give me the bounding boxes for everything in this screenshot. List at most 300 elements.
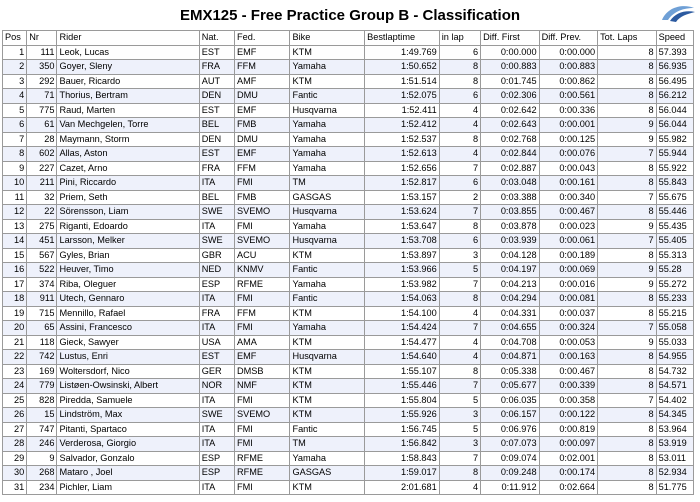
cell-nat: FRA xyxy=(199,161,234,176)
cell-tot-laps: 8 xyxy=(598,422,657,437)
cell-in-lap: 7 xyxy=(439,277,480,292)
cell-in-lap: 3 xyxy=(439,248,480,263)
cell-nat: AUT xyxy=(199,74,234,89)
cell-nr: 715 xyxy=(27,306,57,321)
cell-diff-prev: 0:00.883 xyxy=(539,60,598,75)
cell-tot-laps: 9 xyxy=(598,277,657,292)
cell-diff-first: 0:04.197 xyxy=(481,263,540,278)
cell-fed: NMF xyxy=(234,379,289,394)
cell-diff-prev: 0:00.161 xyxy=(539,176,598,191)
cell-bestlaptime: 1:53.624 xyxy=(365,205,440,220)
cell-bestlaptime: 1:52.817 xyxy=(365,176,440,191)
cell-diff-prev: 0:00.819 xyxy=(539,422,598,437)
cell-in-lap: 8 xyxy=(439,132,480,147)
cell-diff-prev: 0:00.000 xyxy=(539,45,598,60)
cell-bike: KTM xyxy=(290,393,365,408)
cell-bestlaptime: 2:01.681 xyxy=(365,480,440,495)
cell-tot-laps: 8 xyxy=(598,89,657,104)
cell-fed: RFME xyxy=(234,277,289,292)
cell-fed: RFME xyxy=(234,451,289,466)
cell-fed: EMF xyxy=(234,147,289,162)
cell-tot-laps: 8 xyxy=(598,74,657,89)
cell-pos: 15 xyxy=(3,248,27,263)
cell-speed: 55.843 xyxy=(656,176,693,191)
cell-fed: FMI xyxy=(234,393,289,408)
cell-bestlaptime: 1:54.424 xyxy=(365,321,440,336)
table-row xyxy=(3,364,694,379)
cell-fed: DMU xyxy=(234,132,289,147)
cell-tot-laps: 8 xyxy=(598,306,657,321)
cell-nat: NED xyxy=(199,263,234,278)
cell-speed: 56.044 xyxy=(656,103,693,118)
cell-fed: EMF xyxy=(234,45,289,60)
cell-rider: Raud, Marten xyxy=(57,103,199,118)
cell-diff-prev: 0:00.336 xyxy=(539,103,598,118)
cell-bestlaptime: 1:58.843 xyxy=(365,451,440,466)
cell-pos: 19 xyxy=(3,306,27,321)
cell-in-lap: 6 xyxy=(439,176,480,191)
cell-tot-laps: 8 xyxy=(598,451,657,466)
table-row xyxy=(3,205,694,220)
cell-diff-first: 0:04.213 xyxy=(481,277,540,292)
cell-fed: KNMV xyxy=(234,263,289,278)
table-row xyxy=(3,234,694,249)
cell-tot-laps: 7 xyxy=(598,234,657,249)
cell-fed: FFM xyxy=(234,306,289,321)
cell-pos: 16 xyxy=(3,263,27,278)
cell-nat: ITA xyxy=(199,219,234,234)
col-header-speed: Speed xyxy=(656,31,693,46)
cell-nat: ITA xyxy=(199,393,234,408)
cell-speed: 55.405 xyxy=(656,234,693,249)
cell-bike: KTM xyxy=(290,74,365,89)
cell-speed: 54.571 xyxy=(656,379,693,394)
cell-bike: Husqvarna xyxy=(290,234,365,249)
cell-diff-prev: 0:00.467 xyxy=(539,205,598,220)
cell-diff-first: 0:00.000 xyxy=(481,45,540,60)
cell-bike: Yamaha xyxy=(290,161,365,176)
cell-speed: 55.272 xyxy=(656,277,693,292)
cell-rider: Priem, Seth xyxy=(57,190,199,205)
cell-in-lap: 3 xyxy=(439,437,480,452)
cell-diff-first: 0:03.855 xyxy=(481,205,540,220)
cell-nr: 779 xyxy=(27,379,57,394)
cell-tot-laps: 9 xyxy=(598,263,657,278)
cell-bestlaptime: 1:50.652 xyxy=(365,60,440,75)
cell-fed: FMI xyxy=(234,321,289,336)
cell-bike: TM xyxy=(290,437,365,452)
cell-pos: 12 xyxy=(3,205,27,220)
cell-rider: Piredda, Samuele xyxy=(57,393,199,408)
page-title: EMX125 - Free Practice Group B - Classification xyxy=(179,7,521,24)
cell-speed: 56.212 xyxy=(656,89,693,104)
cell-in-lap: 4 xyxy=(439,350,480,365)
cell-speed: 56.044 xyxy=(656,118,693,133)
table-row xyxy=(3,248,694,263)
cell-in-lap: 2 xyxy=(439,190,480,205)
cell-in-lap: 6 xyxy=(439,234,480,249)
cell-tot-laps: 8 xyxy=(598,292,657,307)
cell-bike: GASGAS xyxy=(290,466,365,481)
cell-in-lap: 4 xyxy=(439,103,480,118)
cell-bike: Yamaha xyxy=(290,118,365,133)
cell-in-lap: 6 xyxy=(439,45,480,60)
cell-fed: AMA xyxy=(234,335,289,350)
cell-rider: Allas, Aston xyxy=(57,147,199,162)
cell-diff-prev: 0:00.358 xyxy=(539,393,598,408)
cell-nat: ITA xyxy=(199,480,234,495)
cell-tot-laps: 8 xyxy=(598,466,657,481)
cell-rider: Larsson, Melker xyxy=(57,234,199,249)
col-header-bike: Bike xyxy=(290,31,365,46)
cell-tot-laps: 8 xyxy=(598,350,657,365)
cell-nr: 32 xyxy=(27,190,57,205)
cell-in-lap: 8 xyxy=(439,292,480,307)
cell-diff-first: 0:02.768 xyxy=(481,132,540,147)
cell-speed: 55.215 xyxy=(656,306,693,321)
cell-diff-prev: 0:00.174 xyxy=(539,466,598,481)
cell-diff-prev: 0:00.061 xyxy=(539,234,598,249)
cell-pos: 1 xyxy=(3,45,27,60)
table-row xyxy=(3,379,694,394)
cell-rider: Verderosa, Giorgio xyxy=(57,437,199,452)
cell-bestlaptime: 1:54.100 xyxy=(365,306,440,321)
cell-rider: Sörensson, Liam xyxy=(57,205,199,220)
cell-nat: ESP xyxy=(199,451,234,466)
cell-nr: 602 xyxy=(27,147,57,162)
cell-rider: Salvador, Gonzalo xyxy=(57,451,199,466)
table-row xyxy=(3,147,694,162)
cell-speed: 52.934 xyxy=(656,466,693,481)
cell-nat: ITA xyxy=(199,321,234,336)
cell-in-lap: 5 xyxy=(439,393,480,408)
table-row xyxy=(3,480,694,495)
table-row xyxy=(3,219,694,234)
cell-pos: 3 xyxy=(3,74,27,89)
cell-nat: SWE xyxy=(199,205,234,220)
cell-nat: ESP xyxy=(199,466,234,481)
cell-diff-first: 0:02.306 xyxy=(481,89,540,104)
cell-bestlaptime: 1:55.926 xyxy=(365,408,440,423)
cell-diff-prev: 0:00.561 xyxy=(539,89,598,104)
cell-tot-laps: 7 xyxy=(598,321,657,336)
cell-diff-prev: 0:00.001 xyxy=(539,118,598,133)
cell-diff-prev: 0:00.016 xyxy=(539,277,598,292)
cell-fed: FMI xyxy=(234,292,289,307)
cell-bike: KTM xyxy=(290,45,365,60)
cell-diff-prev: 0:02.664 xyxy=(539,480,598,495)
cell-nr: 742 xyxy=(27,350,57,365)
cell-fed: FMB xyxy=(234,190,289,205)
cell-diff-first: 0:04.655 xyxy=(481,321,540,336)
cell-diff-first: 0:06.976 xyxy=(481,422,540,437)
cell-bike: Fantic xyxy=(290,422,365,437)
cell-in-lap: 7 xyxy=(439,321,480,336)
cell-tot-laps: 7 xyxy=(598,190,657,205)
cell-rider: Pitanti, Spartaco xyxy=(57,422,199,437)
table-row xyxy=(3,466,694,481)
table-row xyxy=(3,451,694,466)
cell-nr: 828 xyxy=(27,393,57,408)
cell-bestlaptime: 1:56.842 xyxy=(365,437,440,452)
cell-fed: FMI xyxy=(234,219,289,234)
cell-bestlaptime: 1:53.966 xyxy=(365,263,440,278)
cell-rider: Lustus, Enri xyxy=(57,350,199,365)
cell-fed: FFM xyxy=(234,161,289,176)
col-header-nat: Nat. xyxy=(199,31,234,46)
cell-in-lap: 5 xyxy=(439,263,480,278)
cell-diff-first: 0:02.642 xyxy=(481,103,540,118)
cell-rider: Mataro , Joel xyxy=(57,466,199,481)
cell-pos: 7 xyxy=(3,132,27,147)
cell-diff-first: 0:02.887 xyxy=(481,161,540,176)
cell-rider: Pichler, Liam xyxy=(57,480,199,495)
cell-speed: 55.982 xyxy=(656,132,693,147)
table-row xyxy=(3,321,694,336)
cell-nr: 227 xyxy=(27,161,57,176)
cell-tot-laps: 8 xyxy=(598,161,657,176)
cell-tot-laps: 8 xyxy=(598,480,657,495)
cell-rider: Listøen-Owsinski, Albert xyxy=(57,379,199,394)
col-header-tot-laps: Tot. Laps xyxy=(598,31,657,46)
cell-diff-first: 0:03.878 xyxy=(481,219,540,234)
cell-tot-laps: 9 xyxy=(598,132,657,147)
cell-tot-laps: 8 xyxy=(598,45,657,60)
cell-in-lap: 4 xyxy=(439,480,480,495)
cell-tot-laps: 8 xyxy=(598,248,657,263)
cell-diff-first: 0:02.844 xyxy=(481,147,540,162)
cell-nr: 169 xyxy=(27,364,57,379)
cell-bestlaptime: 1:53.708 xyxy=(365,234,440,249)
col-header-bestlaptime: Bestlaptime xyxy=(365,31,440,46)
cell-in-lap: 8 xyxy=(439,364,480,379)
cell-nr: 451 xyxy=(27,234,57,249)
cell-diff-prev: 0:00.125 xyxy=(539,132,598,147)
cell-in-lap: 7 xyxy=(439,161,480,176)
cell-nat: GBR xyxy=(199,248,234,263)
cell-tot-laps: 8 xyxy=(598,379,657,394)
cell-tot-laps: 8 xyxy=(598,176,657,191)
cell-tot-laps: 9 xyxy=(598,219,657,234)
cell-bestlaptime: 1:56.745 xyxy=(365,422,440,437)
cell-tot-laps: 9 xyxy=(598,118,657,133)
cell-diff-prev: 0:00.339 xyxy=(539,379,598,394)
cell-diff-prev: 0:00.324 xyxy=(539,321,598,336)
cell-bike: KTM xyxy=(290,408,365,423)
cell-in-lap: 7 xyxy=(439,379,480,394)
cell-speed: 54.402 xyxy=(656,393,693,408)
cell-nat: ESP xyxy=(199,277,234,292)
cell-bestlaptime: 1:52.411 xyxy=(365,103,440,118)
table-row xyxy=(3,45,694,60)
table-row xyxy=(3,422,694,437)
cell-speed: 55.28 xyxy=(656,263,693,278)
cell-bike: Yamaha xyxy=(290,219,365,234)
cell-diff-prev: 0:00.053 xyxy=(539,335,598,350)
cell-pos: 8 xyxy=(3,147,27,162)
cell-rider: Woltersdorf, Nico xyxy=(57,364,199,379)
cell-bestlaptime: 1:54.063 xyxy=(365,292,440,307)
cell-tot-laps: 8 xyxy=(598,205,657,220)
cell-pos: 13 xyxy=(3,219,27,234)
cell-bike: KTM xyxy=(290,335,365,350)
cell-nat: ITA xyxy=(199,292,234,307)
cell-bike: Yamaha xyxy=(290,132,365,147)
cell-bike: Fantic xyxy=(290,292,365,307)
cell-diff-first: 0:04.871 xyxy=(481,350,540,365)
cell-speed: 55.313 xyxy=(656,248,693,263)
cell-bestlaptime: 1:53.897 xyxy=(365,248,440,263)
table-row xyxy=(3,118,694,133)
cell-rider: Leok, Lucas xyxy=(57,45,199,60)
table-row xyxy=(3,190,694,205)
cell-fed: EMF xyxy=(234,103,289,118)
cell-in-lap: 5 xyxy=(439,422,480,437)
cell-nat: USA xyxy=(199,335,234,350)
table-row xyxy=(3,277,694,292)
cell-rider: Gyles, Brian xyxy=(57,248,199,263)
cell-nat: DEN xyxy=(199,89,234,104)
cell-nr: 234 xyxy=(27,480,57,495)
cell-bike: Yamaha xyxy=(290,60,365,75)
cell-diff-first: 0:01.745 xyxy=(481,74,540,89)
cell-diff-prev: 0:00.023 xyxy=(539,219,598,234)
col-header-pos: Pos xyxy=(3,31,27,46)
cell-diff-first: 0:09.248 xyxy=(481,466,540,481)
cell-fed: FFM xyxy=(234,60,289,75)
cell-bike: Fantic xyxy=(290,89,365,104)
cell-rider: Utech, Gennaro xyxy=(57,292,199,307)
cell-pos: 26 xyxy=(3,408,27,423)
cell-bike: Yamaha xyxy=(290,321,365,336)
cell-pos: 27 xyxy=(3,422,27,437)
cell-diff-prev: 0:00.122 xyxy=(539,408,598,423)
cell-bestlaptime: 1:54.477 xyxy=(365,335,440,350)
cell-bestlaptime: 1:52.656 xyxy=(365,161,440,176)
cell-in-lap: 8 xyxy=(439,219,480,234)
cell-pos: 2 xyxy=(3,60,27,75)
col-header-in-lap: in lap xyxy=(439,31,480,46)
cell-diff-first: 0:03.388 xyxy=(481,190,540,205)
cell-diff-prev: 0:00.097 xyxy=(539,437,598,452)
col-header-fed: Fed. xyxy=(234,31,289,46)
cell-diff-first: 0:00.883 xyxy=(481,60,540,75)
cell-bestlaptime: 1:52.075 xyxy=(365,89,440,104)
cell-bestlaptime: 1:55.107 xyxy=(365,364,440,379)
cell-pos: 24 xyxy=(3,379,27,394)
cell-fed: FMI xyxy=(234,437,289,452)
cell-nr: 28 xyxy=(27,132,57,147)
cell-tot-laps: 7 xyxy=(598,147,657,162)
cell-nr: 9 xyxy=(27,451,57,466)
cell-nat: BEL xyxy=(199,118,234,133)
cell-speed: 53.011 xyxy=(656,451,693,466)
cell-bestlaptime: 1:55.804 xyxy=(365,393,440,408)
cell-tot-laps: 8 xyxy=(598,437,657,452)
cell-diff-first: 0:04.294 xyxy=(481,292,540,307)
cell-speed: 54.345 xyxy=(656,408,693,423)
cell-pos: 14 xyxy=(3,234,27,249)
cell-nat: ITA xyxy=(199,437,234,452)
cell-in-lap: 4 xyxy=(439,118,480,133)
cell-nr: 22 xyxy=(27,205,57,220)
cell-rider: Riba, Oleguer xyxy=(57,277,199,292)
cell-in-lap: 7 xyxy=(439,205,480,220)
cell-fed: FMB xyxy=(234,118,289,133)
cell-fed: FMI xyxy=(234,176,289,191)
cell-diff-prev: 0:00.069 xyxy=(539,263,598,278)
table-row xyxy=(3,393,694,408)
cell-tot-laps: 8 xyxy=(598,408,657,423)
cell-in-lap: 4 xyxy=(439,306,480,321)
cell-pos: 10 xyxy=(3,176,27,191)
cell-bestlaptime: 1:49.769 xyxy=(365,45,440,60)
cell-speed: 55.944 xyxy=(656,147,693,162)
table-row xyxy=(3,408,694,423)
cell-diff-first: 0:07.073 xyxy=(481,437,540,452)
table-row xyxy=(3,176,694,191)
cell-bike: KTM xyxy=(290,248,365,263)
cell-bestlaptime: 1:53.157 xyxy=(365,190,440,205)
table-row xyxy=(3,437,694,452)
cell-bike: Fantic xyxy=(290,263,365,278)
cell-nr: 15 xyxy=(27,408,57,423)
cell-nr: 350 xyxy=(27,60,57,75)
header-row xyxy=(3,31,694,46)
cell-bike: KTM xyxy=(290,306,365,321)
cell-pos: 20 xyxy=(3,321,27,336)
cell-nr: 71 xyxy=(27,89,57,104)
cell-nat: ITA xyxy=(199,176,234,191)
cell-diff-prev: 0:00.862 xyxy=(539,74,598,89)
cell-speed: 55.446 xyxy=(656,205,693,220)
cell-diff-prev: 0:00.340 xyxy=(539,190,598,205)
cell-in-lap: 3 xyxy=(439,408,480,423)
cell-bike: KTM xyxy=(290,364,365,379)
cell-pos: 25 xyxy=(3,393,27,408)
cell-pos: 5 xyxy=(3,103,27,118)
cell-nat: NOR xyxy=(199,379,234,394)
cell-speed: 51.775 xyxy=(656,480,693,495)
cell-diff-prev: 0:00.189 xyxy=(539,248,598,263)
cell-pos: 11 xyxy=(3,190,27,205)
cell-speed: 55.033 xyxy=(656,335,693,350)
cell-speed: 56.495 xyxy=(656,74,693,89)
cell-in-lap: 8 xyxy=(439,74,480,89)
table-row xyxy=(3,103,694,118)
cell-diff-first: 0:04.331 xyxy=(481,306,540,321)
cell-diff-prev: 0:00.081 xyxy=(539,292,598,307)
cell-nr: 747 xyxy=(27,422,57,437)
cell-nr: 111 xyxy=(27,45,57,60)
cell-fed: SVEMO xyxy=(234,205,289,220)
table-row xyxy=(3,89,694,104)
cell-nat: GER xyxy=(199,364,234,379)
cell-nat: EST xyxy=(199,350,234,365)
cell-diff-first: 0:05.338 xyxy=(481,364,540,379)
cell-pos: 9 xyxy=(3,161,27,176)
cell-bike: TM xyxy=(290,176,365,191)
cell-fed: RFME xyxy=(234,466,289,481)
cell-diff-first: 0:09.074 xyxy=(481,451,540,466)
cell-diff-first: 0:03.048 xyxy=(481,176,540,191)
cell-rider: Gieck, Sawyer xyxy=(57,335,199,350)
col-header-rider: Rider xyxy=(57,31,199,46)
cell-pos: 18 xyxy=(3,292,27,307)
cell-pos: 21 xyxy=(3,335,27,350)
cell-rider: Mennillo, Rafael xyxy=(57,306,199,321)
cell-tot-laps: 9 xyxy=(598,335,657,350)
